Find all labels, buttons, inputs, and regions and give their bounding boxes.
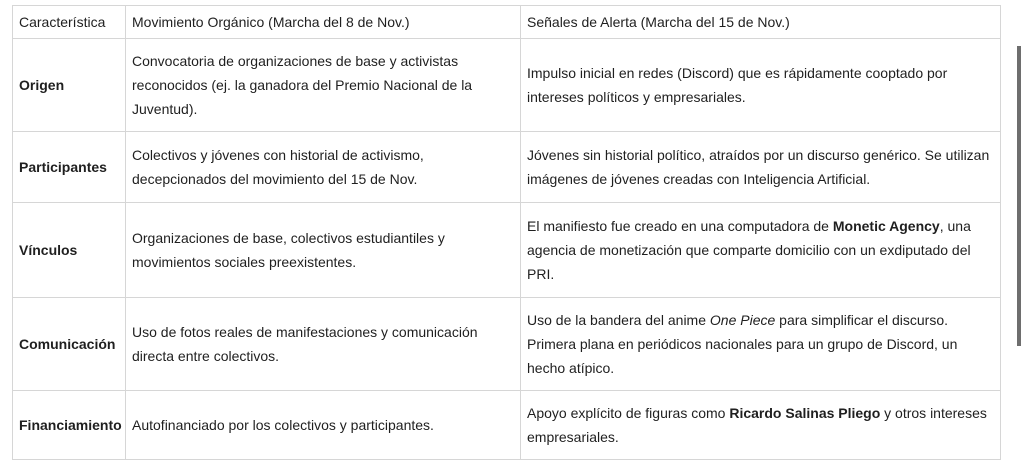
row-label-comunicacion: Comunicación	[13, 298, 126, 391]
alert-text-post: para simplificar el discurso. Primera plana en periódicos nacionales para un grupo de Discord, un hecho atípico.	[527, 312, 958, 376]
table-row-comunicacion	[13, 298, 1001, 391]
cell-organic-vinculos: Organizaciones de base, colectivos estudiantiles y movimientos sociales preexistentes.	[126, 203, 521, 298]
cell-organic-participantes: Colectivos y jóvenes con historial de activismo, decepcionados del movimiento del 15 de Nov.	[126, 132, 521, 203]
comparison-table	[12, 5, 1001, 460]
cell-organic-comunicacion: Uso de fotos reales de manifestaciones y comunicación directa entre colectivos.	[126, 298, 521, 391]
cell-alert-financiamiento	[521, 391, 1001, 460]
alert-text-italic: One Piece	[709, 312, 776, 328]
cell-organic-origen: Convocatoria de organizaciones de base y activistas reconocidos (ej. la ganadora del Premio Nacional de la Juventud).	[126, 39, 521, 132]
alert-text-bold: Monetic Agency	[832, 218, 940, 234]
alert-text-pre: Uso de la bandera del anime	[527, 312, 710, 328]
cell-alert-comunicacion	[521, 298, 1001, 391]
cell-alert-vinculos	[521, 203, 1001, 298]
header-row	[13, 6, 1001, 39]
alert-text-post: y otros intereses empresariales.	[527, 405, 987, 445]
alert-text-pre: El manifiesto fue creado en una computadora de	[527, 218, 833, 234]
alert-text-bold: Ricardo Salinas Pliego	[729, 405, 881, 421]
header-caracteristica: Característica	[13, 6, 126, 39]
comparison-table-container	[12, 5, 1000, 460]
alert-text-pre: Apoyo explícito de figuras como	[527, 405, 730, 421]
row-label-participantes: Participantes	[13, 132, 126, 203]
table-row-vinculos	[13, 203, 1001, 298]
table-row-financiamiento	[13, 391, 1001, 460]
table-header	[13, 6, 1001, 39]
cell-alert-origen: Impulso inicial en redes (Discord) que es rápidamente cooptado por intereses políticos y empresariales.	[521, 39, 1001, 132]
cell-organic-financiamiento: Autofinanciado por los colectivos y participantes.	[126, 391, 521, 460]
scrollbar-thumb[interactable]	[1017, 46, 1021, 346]
cell-alert-participantes: Jóvenes sin historial político, atraídos por un discurso genérico. Se utilizan imágenes de jóvenes creadas con Inteligencia Artificial.	[521, 132, 1001, 203]
table-row-origen	[13, 39, 1001, 132]
row-label-financiamiento: Financiamiento	[13, 391, 126, 460]
row-label-origen: Origen	[13, 39, 126, 132]
header-senales-alerta: Señales de Alerta (Marcha del 15 de Nov.)	[521, 6, 1001, 39]
row-label-vinculos: Vínculos	[13, 203, 126, 298]
alert-text-post: , una agencia de monetización que comparte domicilio con un exdiputado del PRI.	[527, 218, 971, 282]
table-body	[13, 39, 1001, 460]
table-row-participantes	[13, 132, 1001, 203]
header-movimiento-organico: Movimiento Orgánico (Marcha del 8 de Nov.)	[126, 6, 521, 39]
